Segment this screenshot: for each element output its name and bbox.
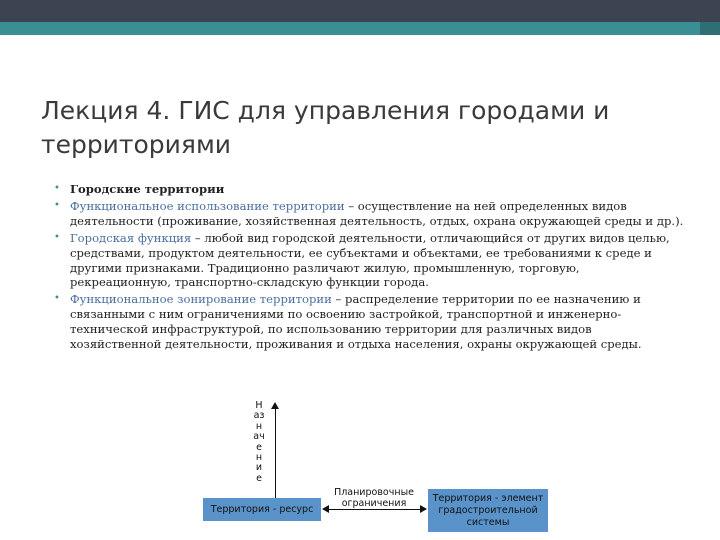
slide-title: Лекция 4. ГИС для управления городами и территориями [41, 96, 610, 159]
diagram-box-resource [203, 498, 321, 521]
bullet-text: – любой вид городской деятельности, отличающийся от других видов целью, средствами, продуктом деятельности, ее субъектами и объектами, ее требованиями к среде и другими признаками. Традиционно различают жилую, промышленную, торговую, рекреационную, транспортно-складскую функции города. [70, 230, 670, 290]
bullet-term: Функциональное использование территории [70, 198, 345, 213]
accent-bar-corner [700, 22, 720, 35]
bullet-dot: • [54, 231, 60, 243]
bullet-dot: • [54, 183, 60, 194]
diagram-box-resource-label: Территория - ресурс [210, 504, 314, 515]
accent-bar [0, 22, 720, 35]
bullet-item [54, 231, 684, 291]
bullet-item [54, 292, 684, 352]
diagram-horizontal-arrow [328, 509, 420, 510]
top-bar [0, 0, 720, 22]
diagram-vertical-label: Назначение [253, 400, 265, 484]
bullet-term: Городские территории [70, 182, 225, 196]
diagram-box-element [428, 489, 548, 532]
bullet-text: – осуществление на ней определенных видов деятельности (проживание, хозяйственная деятельность, отдых, охрана окружающей среды и др.). [70, 198, 684, 228]
bullet-term: Функциональное зонирование территории [70, 292, 332, 307]
diagram-middle-label: Планировочные ограничения [334, 487, 414, 509]
arrow-right-icon [420, 505, 427, 513]
diagram-vertical-axis [275, 407, 276, 498]
diagram-box-element-label: Территория - элемент градостроительной системы [432, 492, 544, 528]
bullet-item [54, 182, 684, 197]
bullet-dot: • [54, 199, 60, 211]
bullet-text: – распределение территории по ее назначению и связанными с ним ограничениями по освоению застройкой, транспортной и инженерно-технической инфраструктурой, по использованию территории для различных видов хозяйственной деятельности, проживания и отдыха населения, охраны окружающей среды. [70, 292, 642, 352]
bullet-dot: • [54, 293, 60, 305]
bullet-item [54, 199, 684, 229]
bullet-list [54, 182, 684, 354]
bullet-term: Городская функция [70, 230, 192, 245]
